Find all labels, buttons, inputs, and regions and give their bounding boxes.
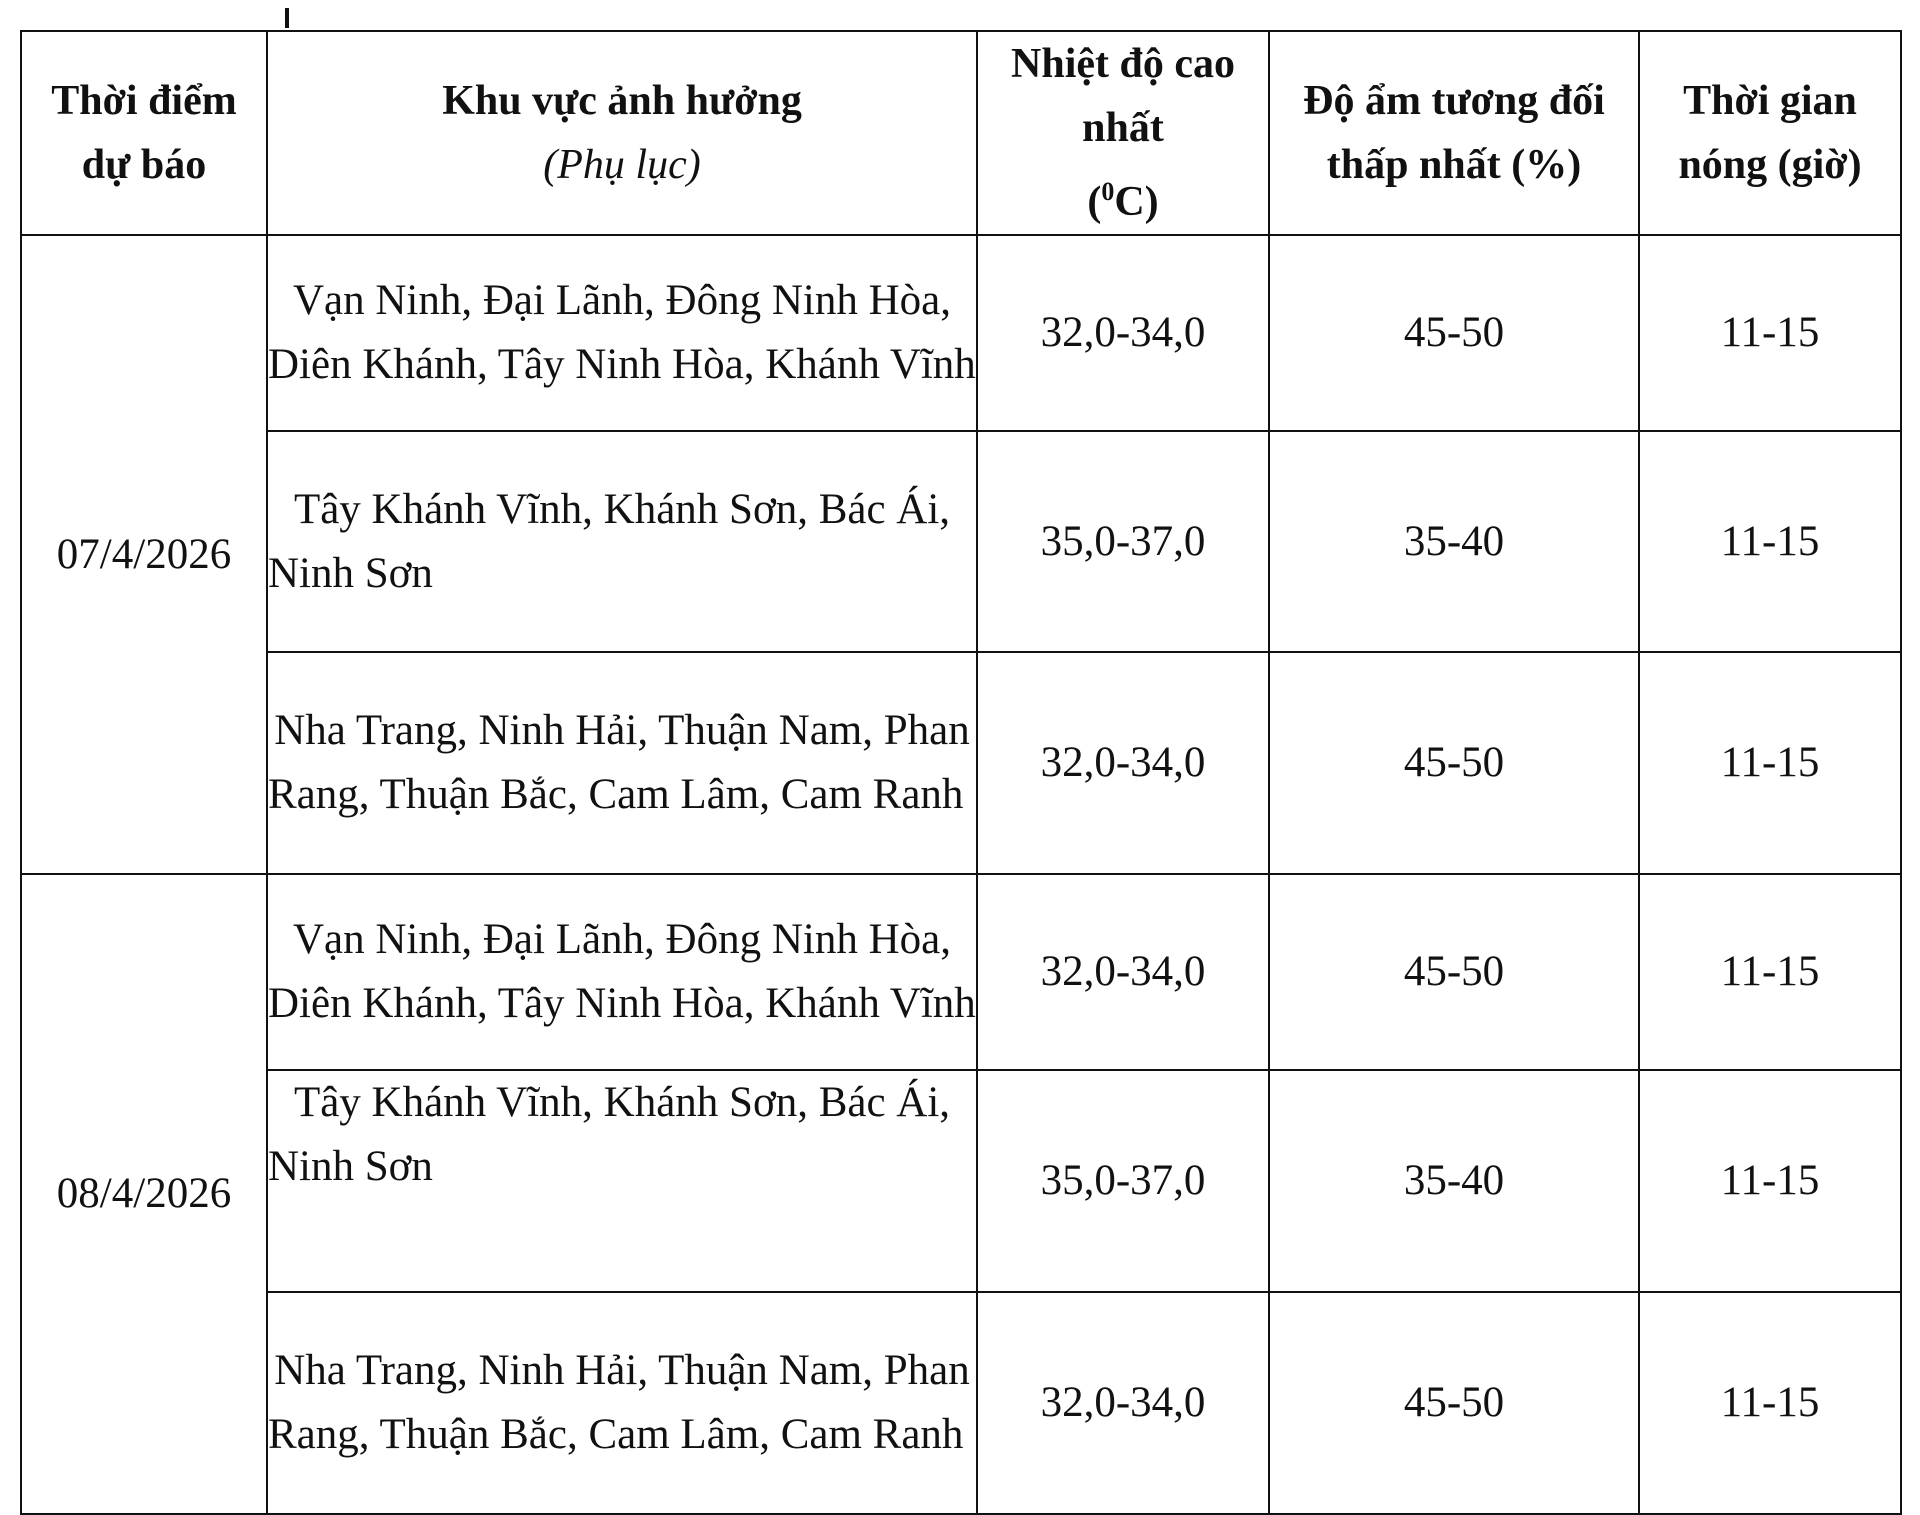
humidity-cell bbox=[1269, 652, 1639, 874]
hours-value: 11-15 bbox=[1720, 309, 1820, 356]
area-cell bbox=[267, 652, 977, 874]
humidity-value: 35-40 bbox=[1403, 517, 1505, 565]
header-temp-unit-open: ( bbox=[1087, 179, 1102, 225]
area-cell bbox=[267, 874, 977, 1070]
forecast-date-cell bbox=[21, 235, 267, 874]
header-max-temperature-label: Nhiệt độ cao nhất bbox=[1011, 41, 1235, 151]
area-cell bbox=[267, 1292, 977, 1514]
humidity-value: 45-50 bbox=[1403, 948, 1505, 995]
temperature-value: 32,0-34,0 bbox=[1040, 309, 1206, 356]
area-text: Vạn Ninh, Đại Lãnh, Đông Ninh Hòa, Diên Khánh, Tây Ninh Hòa, Khánh Vĩnh bbox=[268, 916, 976, 1027]
table-row bbox=[21, 652, 1901, 874]
hours-cell bbox=[1639, 235, 1901, 431]
temperature-value: 35,0-37,0 bbox=[1040, 517, 1206, 565]
header-affected-area-label: Khu vực ảnh hưởng bbox=[442, 78, 802, 124]
header-min-humidity bbox=[1269, 31, 1639, 235]
area-text: Vạn Ninh, Đại Lãnh, Đông Ninh Hòa, Diên Khánh, Tây Ninh Hòa, Khánh Vĩnh bbox=[268, 277, 976, 388]
table-row bbox=[21, 1070, 1901, 1292]
hours-value: 11-15 bbox=[1720, 1157, 1820, 1204]
area-text: Nha Trang, Ninh Hải, Thuận Nam, Phan Rang, Thuận Bắc, Cam Lâm, Cam Ranh bbox=[268, 707, 970, 818]
table-row bbox=[21, 235, 1901, 431]
humidity-cell bbox=[1269, 235, 1639, 431]
humidity-cell bbox=[1269, 874, 1639, 1070]
hours-value: 11-15 bbox=[1720, 948, 1820, 995]
header-temp-unit-close: C) bbox=[1114, 179, 1159, 225]
humidity-cell bbox=[1269, 1070, 1639, 1292]
forecast-date: 08/4/2026 bbox=[56, 1170, 232, 1217]
hours-cell bbox=[1639, 874, 1901, 1070]
hours-cell bbox=[1639, 1070, 1901, 1292]
temperature-value: 32,0-34,0 bbox=[1040, 739, 1206, 786]
header-min-humidity-label: Độ ẩm tương đối thấp nhất (%) bbox=[1303, 78, 1605, 188]
temperature-cell bbox=[977, 1070, 1269, 1292]
table-row bbox=[21, 874, 1901, 1070]
area-cell bbox=[267, 431, 977, 652]
table-row bbox=[21, 1292, 1901, 1514]
hours-cell bbox=[1639, 1292, 1901, 1514]
temperature-value: 32,0-34,0 bbox=[1040, 948, 1206, 995]
hours-cell bbox=[1639, 431, 1901, 652]
header-forecast-time-label: Thời điểm dự báo bbox=[51, 78, 237, 188]
hours-value: 11-15 bbox=[1720, 1379, 1820, 1426]
area-text: Tây Khánh Vĩnh, Khánh Sơn, Bác Ái, Ninh Sơn bbox=[268, 485, 951, 597]
temperature-cell bbox=[977, 1292, 1269, 1514]
humidity-cell bbox=[1269, 431, 1639, 652]
hours-value: 11-15 bbox=[1720, 517, 1820, 565]
header-hot-duration-label: Thời gian nóng (giờ) bbox=[1678, 78, 1862, 188]
area-text: Tây Khánh Vĩnh, Khánh Sơn, Bác Ái, Ninh Sơn bbox=[268, 1079, 951, 1190]
temperature-cell bbox=[977, 431, 1269, 652]
forecast-date-cell bbox=[21, 874, 267, 1514]
humidity-cell bbox=[1269, 1292, 1639, 1514]
temperature-cell bbox=[977, 874, 1269, 1070]
humidity-value: 35-40 bbox=[1403, 1157, 1505, 1204]
header-max-temperature bbox=[977, 31, 1269, 235]
humidity-value: 45-50 bbox=[1403, 309, 1505, 356]
area-text: Nha Trang, Ninh Hải, Thuận Nam, Phan Rang, Thuận Bắc, Cam Lâm, Cam Ranh bbox=[268, 1347, 970, 1458]
humidity-value: 45-50 bbox=[1403, 1379, 1505, 1426]
area-cell bbox=[267, 1070, 977, 1292]
header-affected-area-sub: (Phụ lục) bbox=[543, 142, 701, 188]
header-affected-area bbox=[267, 31, 977, 235]
header-hot-duration bbox=[1639, 31, 1901, 235]
temperature-value: 35,0-37,0 bbox=[1040, 1157, 1206, 1204]
header-row bbox=[21, 31, 1901, 235]
forecast-table bbox=[20, 30, 1902, 1515]
temperature-cell bbox=[977, 652, 1269, 874]
header-forecast-time bbox=[21, 31, 267, 235]
forecast-date: 07/4/2026 bbox=[56, 530, 232, 578]
page-mark bbox=[285, 8, 289, 28]
area-cell bbox=[267, 235, 977, 431]
header-temp-unit-degree: 0 bbox=[1101, 177, 1115, 206]
hours-cell bbox=[1639, 652, 1901, 874]
temperature-cell bbox=[977, 235, 1269, 431]
hours-value: 11-15 bbox=[1720, 739, 1820, 786]
temperature-value: 32,0-34,0 bbox=[1040, 1379, 1206, 1426]
humidity-value: 45-50 bbox=[1403, 739, 1505, 786]
table-row bbox=[21, 431, 1901, 652]
